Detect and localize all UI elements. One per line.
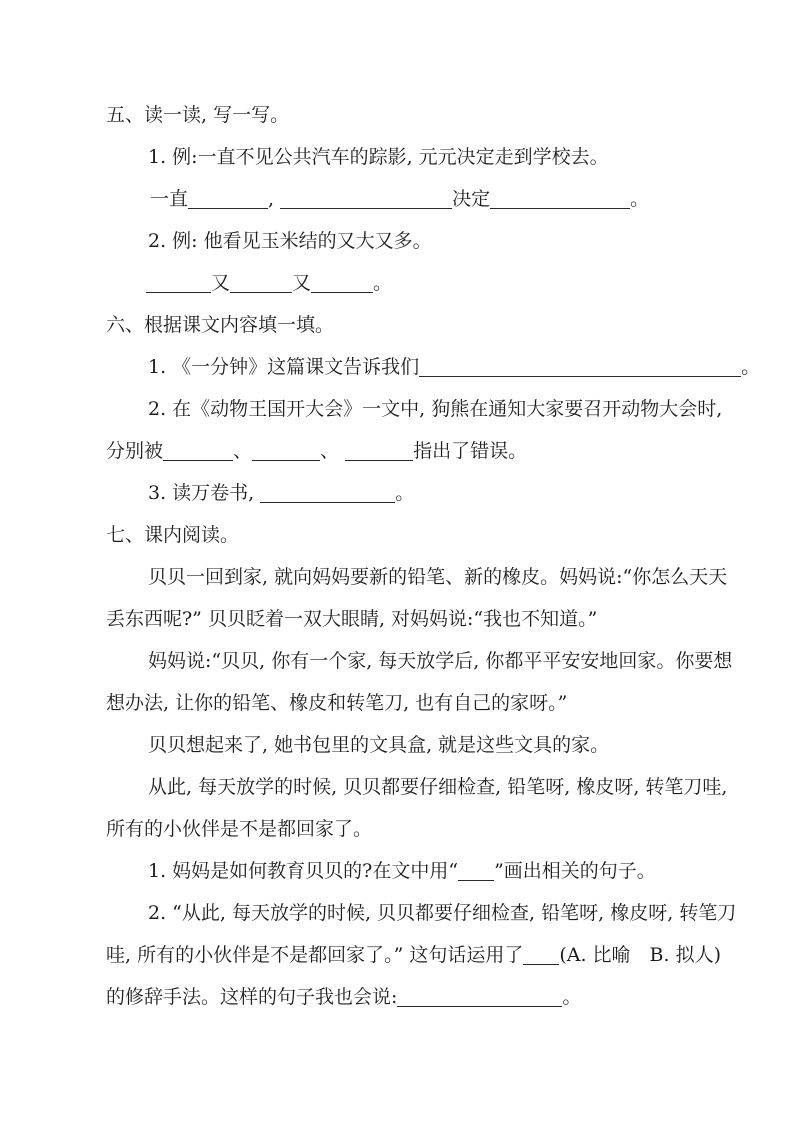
text-run: , bbox=[268, 188, 281, 210]
passage-line-4 bbox=[106, 682, 756, 724]
text-run: 。 bbox=[630, 188, 650, 210]
text-run: 又 bbox=[292, 272, 312, 294]
passage-line-2 bbox=[106, 598, 756, 640]
text-run: 1. 妈妈是如何教育贝贝的?在文中用“ bbox=[148, 860, 459, 882]
answer-blank bbox=[345, 459, 413, 461]
text-run: 。 bbox=[395, 482, 415, 504]
answer-blank bbox=[252, 459, 320, 461]
q7-1 bbox=[106, 850, 756, 892]
text-run: 。 bbox=[562, 986, 582, 1008]
text-run: 五、读一读, 写一写。 bbox=[106, 104, 290, 126]
worksheet-body bbox=[106, 94, 761, 1018]
text-run: 六、根据课文内容填一填。 bbox=[106, 314, 335, 336]
section-7-heading bbox=[106, 514, 756, 556]
text-run: 妈妈说:“贝贝, 你有一个家, 每天放学后, 你都平平安安地回家。你要想 bbox=[148, 650, 733, 672]
answer-blank bbox=[188, 207, 268, 209]
text-run: 。 bbox=[741, 356, 761, 378]
q5-1-answer-line bbox=[106, 178, 756, 220]
answer-blank bbox=[146, 291, 211, 293]
text-run: 又 bbox=[211, 272, 231, 294]
text-run: 从此, 每天放学的时候, 贝贝都要仔细检查, 铅笔呀, 橡皮呀, 转笔刀哇, bbox=[148, 776, 728, 798]
passage-line-5 bbox=[106, 724, 756, 766]
text-run: ”画出相关的句子。 bbox=[494, 860, 656, 882]
q5-2-example bbox=[106, 220, 756, 262]
q5-2-answer-line bbox=[106, 262, 756, 304]
text-run: 的修辞手法。这样的句子我也会说: bbox=[106, 986, 398, 1008]
text-run: 、 bbox=[233, 440, 253, 462]
text-run: 哇, 所有的小伙伴是不是都回家了。” 这句话运用了 bbox=[106, 944, 524, 966]
q6-3 bbox=[106, 472, 756, 514]
text-run: 指出了错误。 bbox=[413, 440, 528, 462]
text-run: 2. 例: 他看见玉米结的又大又多。 bbox=[148, 230, 432, 252]
answer-blank bbox=[311, 291, 373, 293]
passage-line-7 bbox=[106, 808, 756, 850]
text-run: 2. 在《动物王国开大会》一文中, 狗熊在通知大家要召开动物大会时, bbox=[148, 398, 723, 420]
q7-2-line-1 bbox=[106, 892, 756, 934]
passage-line-3 bbox=[106, 640, 756, 682]
answer-blank bbox=[230, 291, 292, 293]
text-run: 决定 bbox=[452, 188, 491, 210]
q5-1-example bbox=[106, 136, 756, 178]
text-run: 七、课内阅读。 bbox=[106, 524, 240, 546]
q7-2-line-2 bbox=[106, 934, 756, 976]
answer-blank bbox=[397, 1005, 562, 1007]
section-5-heading bbox=[106, 94, 756, 136]
text-run: 3. 读万卷书, bbox=[148, 482, 261, 504]
answer-blank bbox=[458, 879, 494, 881]
q6-2-line-2 bbox=[106, 430, 756, 472]
answer-blank bbox=[260, 501, 395, 503]
text-run: 、 bbox=[320, 440, 346, 462]
answer-blank bbox=[163, 459, 233, 461]
text-run: 贝贝想起来了, 她书包里的文具盒, 就是这些文具的家。 bbox=[148, 734, 610, 756]
text-run: 一直 bbox=[150, 188, 189, 210]
q6-1 bbox=[106, 346, 761, 388]
q7-2-line-3 bbox=[106, 976, 756, 1018]
answer-blank bbox=[419, 375, 741, 377]
text-run: (A. 比喻 B. 拟人) bbox=[559, 944, 722, 966]
text-run: 想办法, 让你的铅笔、橡皮和转笔刀, 也有自己的家呀。” bbox=[106, 692, 568, 714]
text-run: 分别被 bbox=[106, 440, 164, 462]
passage-line-1 bbox=[106, 556, 756, 598]
text-run: 1. 例:一直不见公共汽车的踪影, 元元决定走到学校去。 bbox=[148, 146, 609, 168]
text-run: 2. “从此, 每天放学的时候, 贝贝都要仔细检查, 铅笔呀, 橡皮呀, 转笔刀 bbox=[148, 902, 737, 924]
section-6-heading bbox=[106, 304, 756, 346]
text-run: 贝贝一回到家, 就向妈妈要新的铅笔、新的橡皮。妈妈说:“你怎么天天 bbox=[148, 566, 728, 588]
answer-blank bbox=[523, 963, 559, 965]
answer-blank bbox=[490, 207, 630, 209]
text-run: 丢东西呢?” 贝贝眨着一双大眼睛, 对妈妈说:“我也不知道。” bbox=[106, 608, 598, 630]
text-run: 所有的小伙伴是不是都回家了。 bbox=[106, 818, 373, 840]
text-run: 1. 《一分钟》这篇课文告诉我们 bbox=[148, 356, 420, 378]
passage-line-6 bbox=[106, 766, 756, 808]
answer-blank bbox=[280, 207, 452, 209]
text-run: 。 bbox=[373, 272, 393, 294]
q6-2-line-1 bbox=[106, 388, 756, 430]
